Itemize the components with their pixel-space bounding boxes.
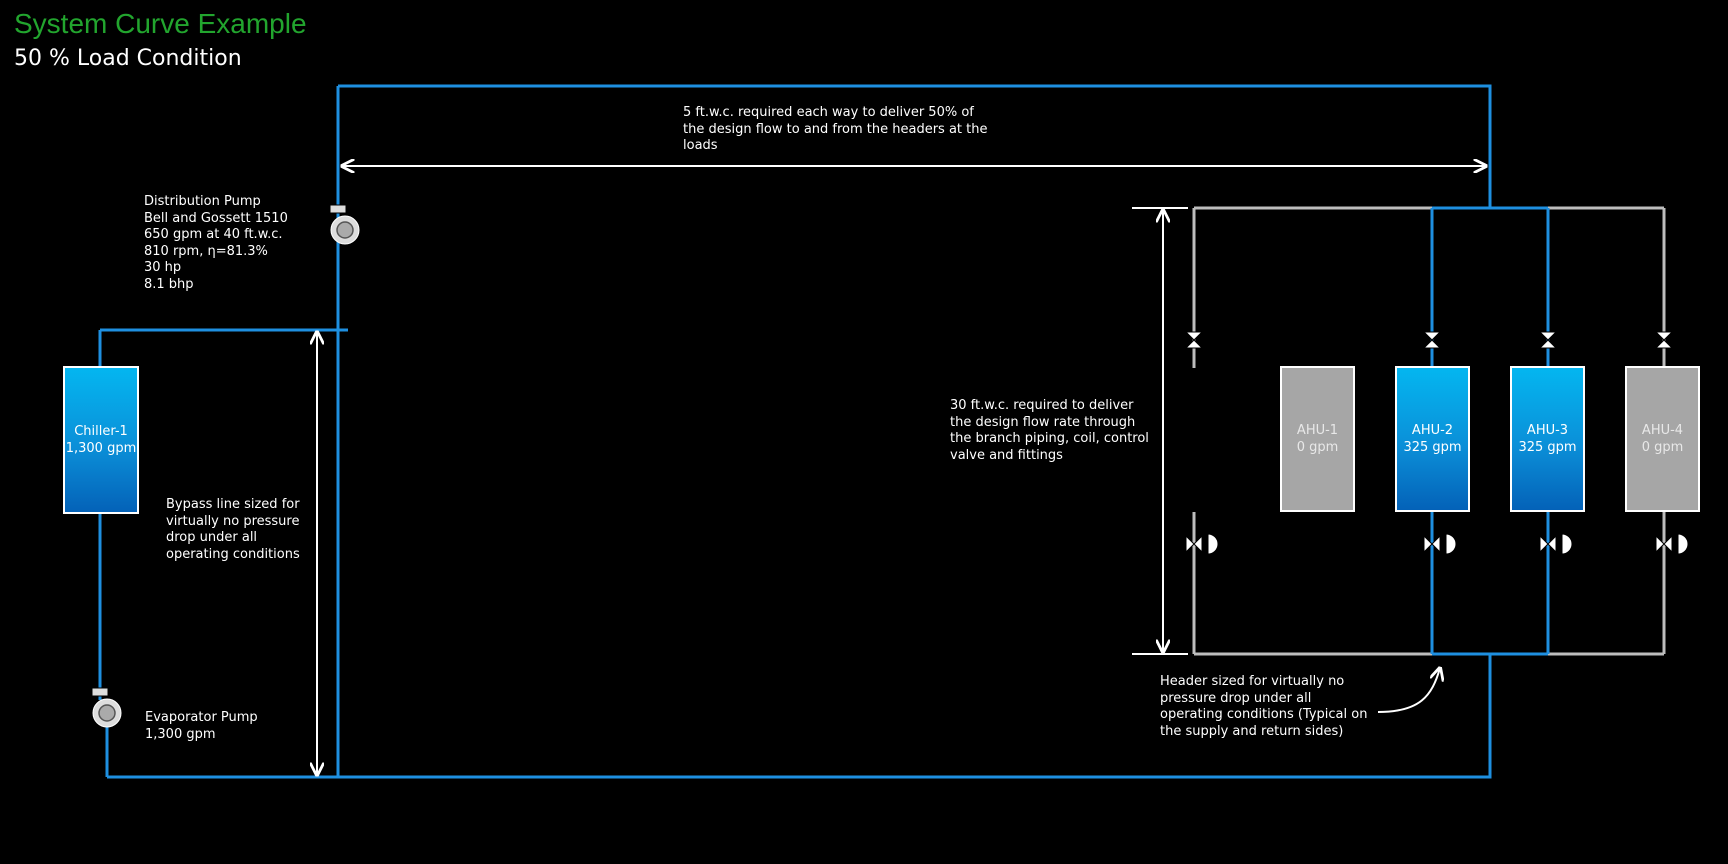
control-valve-icon-ahu1	[1186, 534, 1218, 554]
chiller-1	[63, 366, 139, 514]
control-valves	[1186, 534, 1688, 554]
ahu-name: AHU-4	[1641, 423, 1684, 438]
balancing-valve-icon-ahu4	[1656, 332, 1672, 348]
control-valve-icon-ahu4	[1656, 534, 1688, 554]
ahu-flow: 325 gpm	[1518, 440, 1577, 455]
evaporator-pump-icon	[92, 688, 121, 727]
ahu-name: AHU-3	[1526, 423, 1569, 438]
evaporator-pump-note: Evaporator Pump 1,300 gpm	[145, 710, 258, 742]
ahu-3	[1510, 366, 1585, 512]
distribution-pump-icon	[330, 205, 359, 244]
page-title: System Curve Example	[14, 8, 307, 39]
ahu-name: AHU-1	[1296, 423, 1339, 438]
ahu-flow: 0 gpm	[1296, 440, 1339, 455]
ahu-flow: 325 gpm	[1403, 440, 1462, 455]
ahu-1	[1280, 366, 1355, 512]
chiller-name: Chiller-1	[74, 424, 128, 439]
header-sizing-note: Header sized for virtually no pressure drop under all operating conditions (Typical on the supply and return sides)	[1160, 674, 1368, 739]
ahu-name: AHU-2	[1411, 423, 1454, 438]
bypass-note: Bypass line sized for virtually no pressure drop under all operating conditions	[166, 497, 300, 562]
page-subtitle: 50 % Load Condition	[14, 46, 242, 71]
control-valve-icon-ahu3	[1540, 534, 1572, 554]
ahu-4	[1625, 366, 1700, 512]
ahu-flow: 0 gpm	[1641, 440, 1684, 455]
balancing-valve-icon-ahu2	[1424, 332, 1440, 348]
header-loop-note: 5 ft.w.c. required each way to deliver 50% of the design flow to and from the headers at the loads	[683, 105, 988, 153]
header-callout-arrow	[1378, 668, 1440, 712]
ahu-2	[1395, 366, 1470, 512]
control-valve-icon-ahu2	[1424, 534, 1456, 554]
balancing-valve-icon-ahu3	[1540, 332, 1556, 348]
distribution-pump-note: Distribution Pump Bell and Gossett 1510 650 gpm at 40 ft.w.c. 810 rpm, η=81.3% 30 hp 8.1 bhp	[144, 194, 288, 292]
branch-note: 30 ft.w.c. required to deliver the design flow rate through the branch piping, coil, control valve and fittings	[950, 398, 1149, 463]
balancing-valves	[1186, 332, 1672, 348]
chiller-flow: 1,300 gpm	[65, 441, 137, 456]
balancing-valve-icon-ahu1	[1186, 332, 1202, 348]
